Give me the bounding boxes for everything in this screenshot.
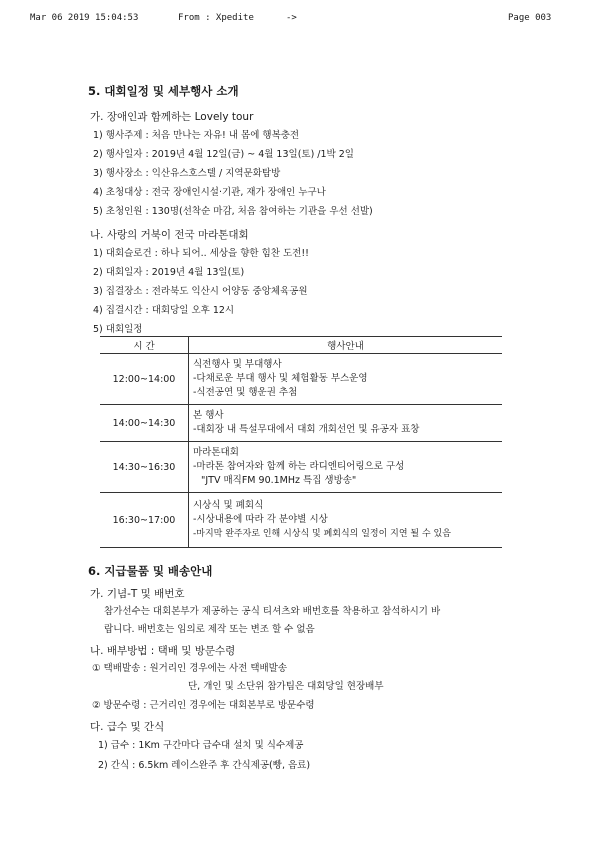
- fax-from: From : Xpedite: [178, 13, 254, 23]
- sub-a-body-line: 참가선수는 대회본부가 제공하는 공식 티셔츠와 배번호를 착용하고 참석하시기 바: [104, 606, 441, 617]
- schedule-table: [100, 336, 502, 548]
- event-line: -대회장 내 특설무대에서 대회 개회선언 및 유공자 표창: [193, 424, 420, 435]
- sub-a-item: 2) 행사일자 : 2019년 4월 12일(금) ~ 4월 13일(토) /1박 2일: [93, 149, 354, 160]
- sub-a-item: 4) 초청대상 : 전국 장애인시설·기관, 재가 장애인 누구나: [93, 187, 326, 198]
- sub-b-item: 2) 대회일자 : 2019년 4월 13일(토): [93, 267, 245, 278]
- sub-b-item: 4) 집결시간 : 대회당일 오후 12시: [93, 305, 235, 316]
- header-time: 시 간: [100, 337, 189, 354]
- schedule-time: 14:00~14:30: [100, 405, 189, 442]
- schedule-time: 16:30~17:00: [100, 493, 189, 548]
- event-line: -마라톤 참여자와 함께 하는 라디엔티어링으로 구성: [193, 461, 405, 472]
- section5-sub-a-title: 가. 장애인과 함께하는 Lovely tour: [90, 111, 254, 123]
- event-title: 시상식 및 폐회식: [193, 500, 264, 511]
- section5-title: 5. 대회일정 및 세부행사 소개: [88, 84, 239, 98]
- event-line: -시상내용에 따라 각 분야별 시상: [193, 514, 328, 525]
- schedule-event: [189, 442, 503, 493]
- schedule-time: 12:00~14:00: [100, 354, 189, 405]
- sub-b-item: 단, 개인 및 소단위 참가팀은 대회당일 현장배부: [188, 681, 384, 692]
- sub-a-item: 3) 행사장소 : 익산유스호스텔 / 지역문화탐방: [93, 168, 281, 179]
- section6-sub-a-title: 가. 기념-T 및 배번호: [90, 588, 185, 600]
- sub-b-item: 1) 대회슬로건 : 하나 되어.. 세상을 향한 힘찬 도전!!: [93, 248, 309, 259]
- schedule-row: [100, 493, 502, 548]
- schedule-time: 14:30~16:30: [100, 442, 189, 493]
- schedule-row: [100, 354, 502, 405]
- schedule-event: [189, 493, 503, 548]
- event-line: -다채로운 부대 행사 및 체험활동 부스운영: [193, 373, 368, 384]
- sub-c-item: 2) 간식 : 6.5km 레이스완주 후 간식제공(빵, 음료): [98, 760, 311, 771]
- sub-a-body-line: 랍니다. 배번호는 임의로 제작 또는 변조 할 수 없음: [104, 624, 315, 635]
- schedule-event: [189, 405, 503, 442]
- event-title: 마라톤대회: [193, 447, 239, 458]
- section5-sub-b-title: 나. 사랑의 거북이 전국 마라톤대회: [90, 229, 249, 241]
- section6-title: 6. 지급물품 및 배송안내: [88, 564, 213, 578]
- fax-datetime: Mar 06 2019 15:04:53: [30, 13, 139, 23]
- sub-b-item: 5) 대회일정: [93, 324, 143, 335]
- event-title: 본 행사: [193, 410, 224, 421]
- fax-page: Page 003: [508, 13, 552, 23]
- event-line: -마지막 완주자로 인해 시상식 및 폐회식의 일정이 지연 될 수 있음: [193, 529, 451, 539]
- fax-arrow: ->: [286, 13, 297, 23]
- sub-b-item: ② 방문수령 : 근거리인 경우에는 대회본부로 방문수령: [92, 700, 315, 711]
- sub-c-item: 1) 급수 : 1Km 구간마다 급수대 설치 및 식수제공: [98, 740, 304, 751]
- schedule-row: [100, 405, 502, 442]
- schedule-event: [189, 354, 503, 405]
- sub-b-item: 3) 집결장소 : 전라북도 익산시 어양동 중앙체육공원: [93, 286, 308, 297]
- event-line: "JTV 매직FM 90.1MHz 특집 생방송": [201, 475, 357, 486]
- sub-a-item: 1) 행사주제 : 처음 만나는 자유! 내 몸에 행복충전: [93, 130, 300, 141]
- sub-b-item: ① 택배발송 : 원거리인 경우에는 사전 택배발송: [92, 663, 288, 674]
- event-title: 식전행사 및 부대행사: [193, 359, 282, 370]
- header-event: 행사안내: [189, 337, 503, 354]
- sub-a-item: 5) 초청인원 : 130명(선착순 마감, 처음 참여하는 기관을 우선 선발): [93, 206, 373, 217]
- schedule-row: [100, 442, 502, 493]
- section6-sub-c-title: 다. 급수 및 간식: [90, 721, 165, 733]
- schedule-header-row: [100, 337, 502, 354]
- section6-sub-b-title: 나. 배부방법 : 택배 및 방문수령: [90, 645, 236, 657]
- event-line: -식전공연 및 행운권 추첨: [193, 387, 298, 398]
